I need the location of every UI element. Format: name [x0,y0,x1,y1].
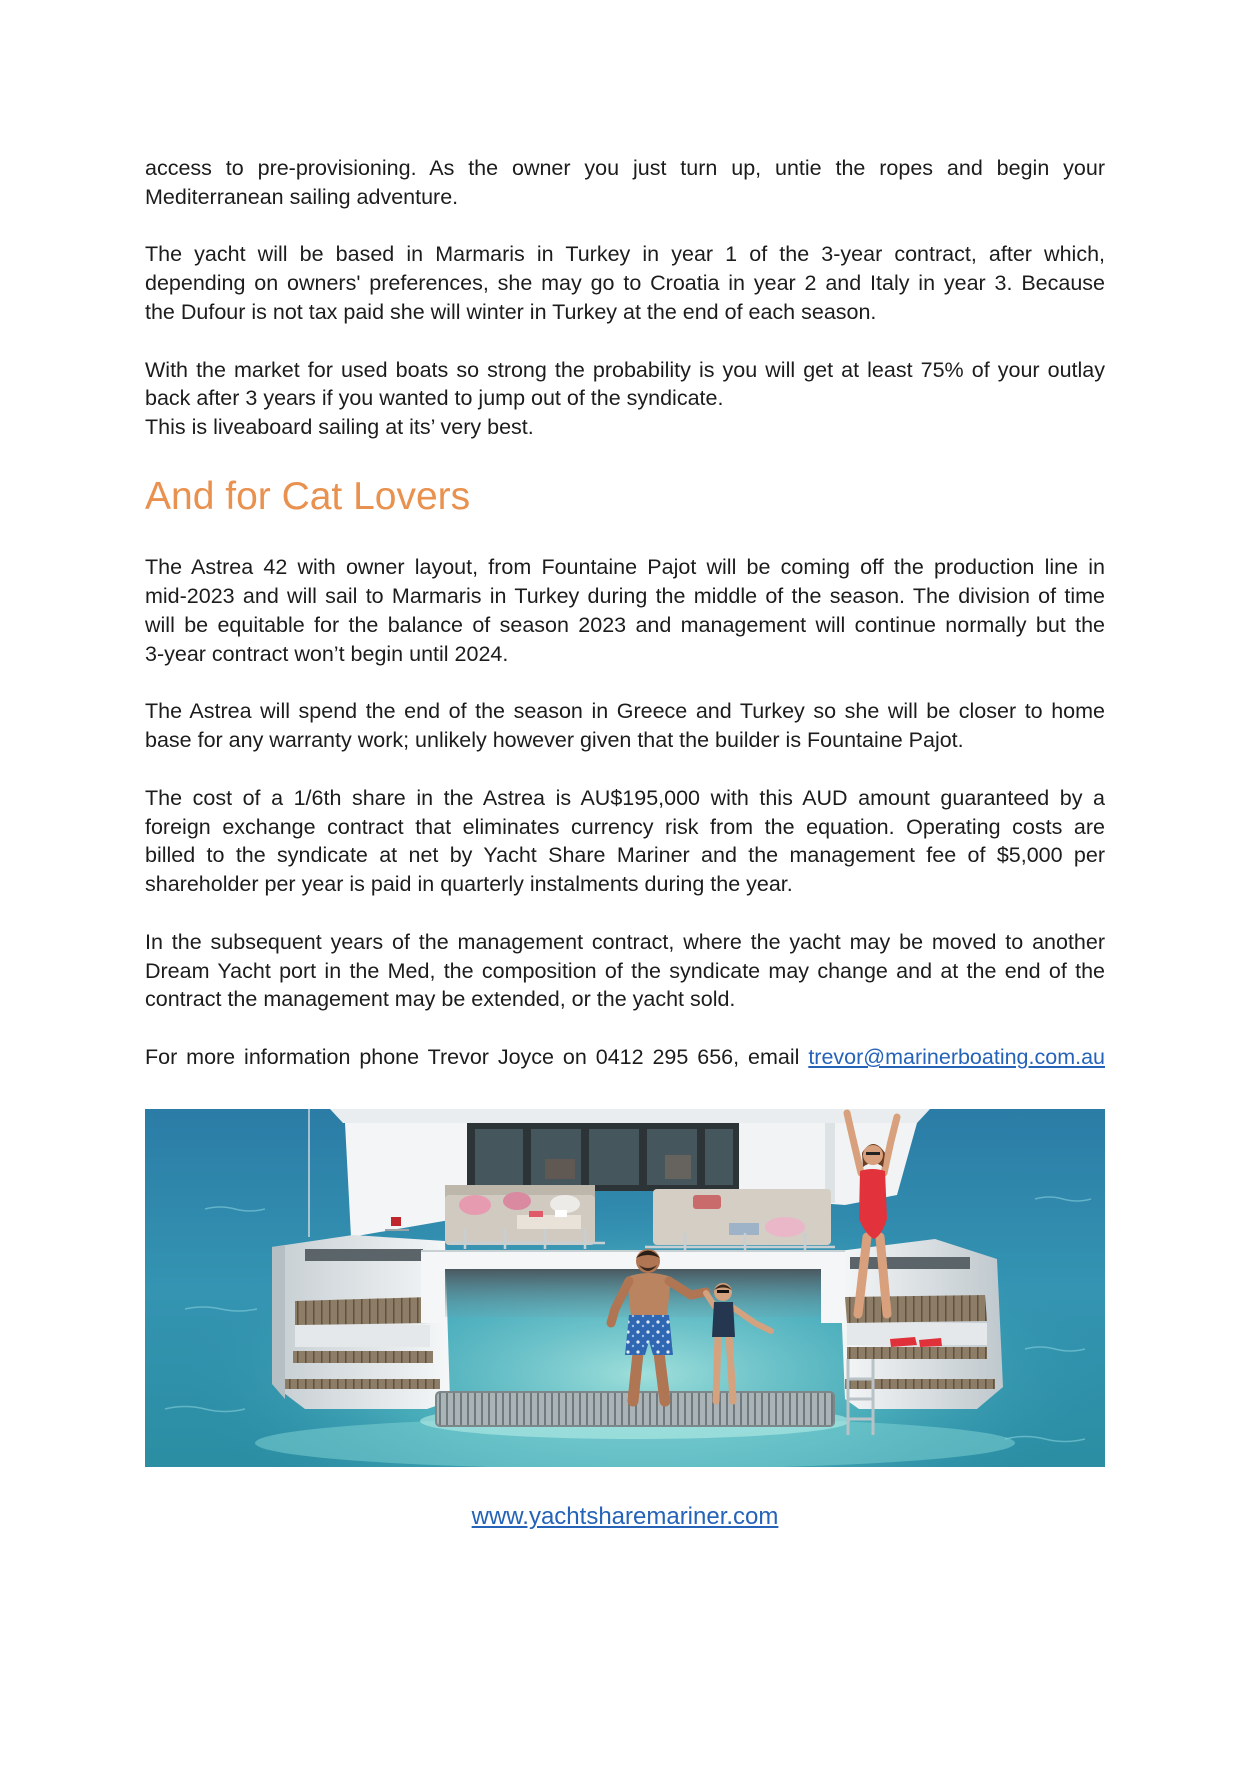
section-heading: And for Cat Lovers [145,475,471,519]
text-line: The yacht will be based in Marmaris in Turkey in year 1 of the 3-year contract, after which, [145,242,1105,267]
builder-logo-mark [391,1217,401,1226]
text-line: The Astrea 42 with owner layout, from Fountaine Pajot will be coming off the production line in [145,555,1105,580]
paragraph-astrea-42 [145,553,1105,668]
contact-line [145,1043,1105,1072]
paragraph-subsequent-years [145,928,1105,1014]
text-line: back after 3 years if you wanted to jump out of the syndicate. [145,386,724,411]
paragraph-yacht-base [145,240,1105,326]
paragraph-astrea-season [145,697,1105,755]
paragraph-provisioning [145,154,1105,212]
footer [145,1503,1105,1532]
text-line: In the subsequent years of the management contract, where the yacht may be moved to another [145,929,1105,954]
text-line: shareholder per year is paid in quarterly instalments during the year. [145,872,793,897]
website-link[interactable]: www.yachtsharemariner.com [471,1503,779,1531]
text-line: 3-year contract won’t begin until 2024. [145,641,509,666]
text-line: the Dufour is not tax paid she will winter in Turkey at the end of each season. [145,299,877,324]
email-link[interactable]: trevor@marinerboating.com.au [808,1045,1105,1070]
text-line: Dream Yacht port in the Med, the composition of the syndicate may change and at the end of the [145,958,1105,983]
text-line: mid-2023 and will sail to Marmaris in Turkey during the middle of the season. The division of time [145,584,1105,609]
text-line: access to pre-provisioning. As the owner you just turn up, untie the ropes and begin your [145,156,1105,180]
paragraph-share-cost [145,784,1105,899]
paragraph-used-boat-market [145,356,1105,442]
text-line: With the market for used boats so strong the probability is you will get at least 75% of your outlay [145,357,1105,382]
text-line: base for any warranty work; unlikely however given that the builder is Fountaine Pajot. [145,728,964,753]
contact-text: For more information phone Trevor Joyce on 0412 295 656, email [145,1045,800,1070]
text-line: This is liveaboard sailing at its’ very best. [145,415,534,440]
catamaran-illustration [145,1109,1105,1467]
text-line: contract the management may be extended, or the yacht sold. [145,987,736,1012]
text-line: billed to the syndicate at net by Yacht Share Mariner and the management fee of $5,000 per [145,843,1105,868]
document-body [145,154,1105,1532]
paragraph-contact [145,1043,1105,1072]
text-line: depending on owners' preferences, she may go to Croatia in year 2 and Italy in year 3. Because [145,271,1105,296]
text-line: Mediterranean sailing adventure. [145,184,459,209]
text-line: The Astrea will spend the end of the season in Greece and Turkey so she will be closer to home [145,699,1105,724]
catamaran-photo [145,1109,1105,1467]
text-line: foreign exchange contract that eliminates currency risk from the equation. Operating costs are [145,814,1105,839]
text-line: will be equitable for the balance of season 2023 and management will continue normally but the [145,613,1105,638]
text-line: The cost of a 1/6th share in the Astrea is AU$195,000 with this AUD amount guaranteed by a [145,785,1105,810]
